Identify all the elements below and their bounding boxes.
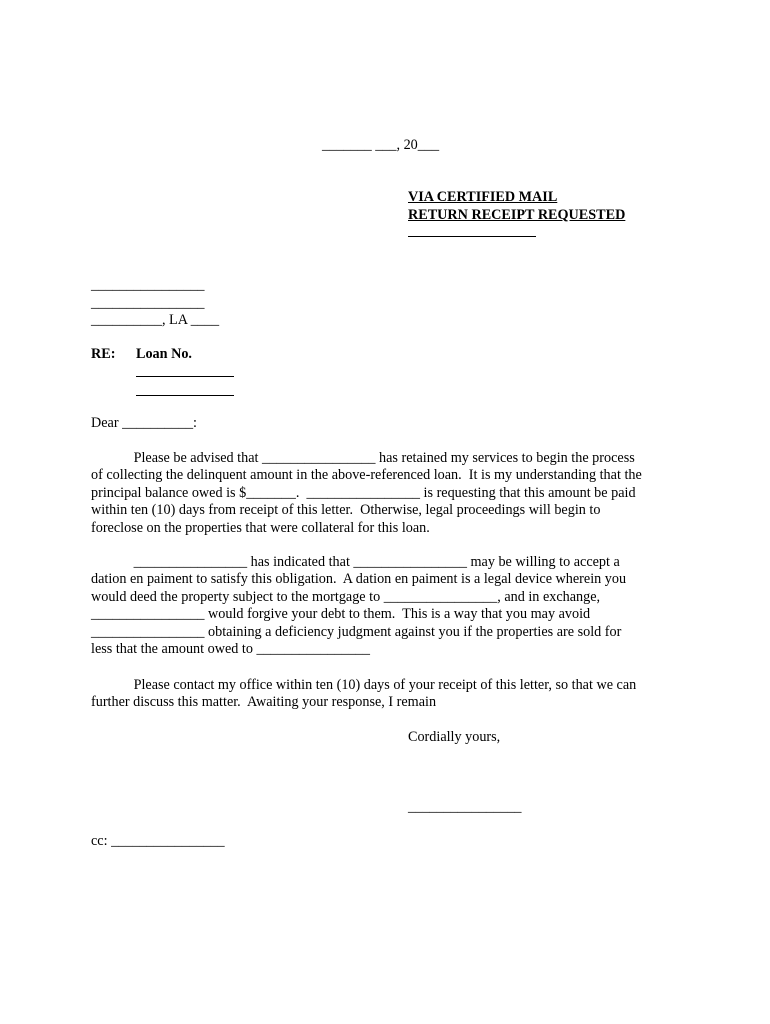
address-line-1: ________________ <box>91 277 205 293</box>
paragraph-line: Please be advised that ________________ has retained my services to begin the process <box>91 450 635 466</box>
paragraph-line: less that the amount owed to ________________ <box>91 640 370 657</box>
address-line-2: ________________ <box>91 295 205 311</box>
paragraph-line: further discuss this matter. Awaiting your response, I remain <box>91 694 437 711</box>
paragraph-line: of collecting the delinquent amount in the above-referenced loan. It is my understanding that the <box>91 467 642 484</box>
paragraph-line: would deed the property subject to the mortgage to ________________, and in exchange, <box>91 588 601 605</box>
paragraph-line: dation en paiment to satisfy this obligation. A dation en paiment is a legal device wherein you <box>91 571 627 588</box>
salutation: Dear __________: <box>91 415 197 431</box>
paragraph-line: Please contact my office within ten (10) days of your receipt of this letter, so that we can <box>91 677 637 693</box>
address-city-state: __________, LA ____ <box>91 312 220 328</box>
date-line: _______ ___, 20___ <box>322 137 440 153</box>
loan-number-blank-2 <box>136 395 234 396</box>
re-label: RE: <box>91 346 116 362</box>
delivery-underline-rule <box>408 236 536 237</box>
paragraph-3 <box>91 677 691 712</box>
paragraph-line: ________________ would forgive your debt to them. This is a way that you may avoid <box>91 606 591 623</box>
paragraph-line: ________________ has indicated that ________________ may be willing to accept a <box>91 554 620 570</box>
loan-number-blank-1 <box>136 376 234 377</box>
signature-line: ________________ <box>408 799 522 815</box>
delivery-method: VIA CERTIFIED MAIL <box>408 189 558 205</box>
paragraph-line: ________________ obtaining a deficiency judgment against you if the properties are sold for <box>91 623 622 640</box>
paragraph-2 <box>91 554 691 658</box>
paragraph-line: within ten (10) days from receipt of this letter. Otherwise, legal proceedings will begin to <box>91 502 601 519</box>
paragraph-line: principal balance owed is $_______. ________________ is requesting that this amount be paid <box>91 484 636 501</box>
return-receipt-notice: RETURN RECEIPT REQUESTED <box>408 207 626 223</box>
cc-line: cc: ________________ <box>91 833 225 849</box>
loan-number-label: Loan No. <box>136 346 192 362</box>
closing: Cordially yours, <box>408 729 501 745</box>
paragraph-line: foreclose on the properties that were collateral for this loan. <box>91 519 430 536</box>
paragraph-1 <box>91 450 691 537</box>
